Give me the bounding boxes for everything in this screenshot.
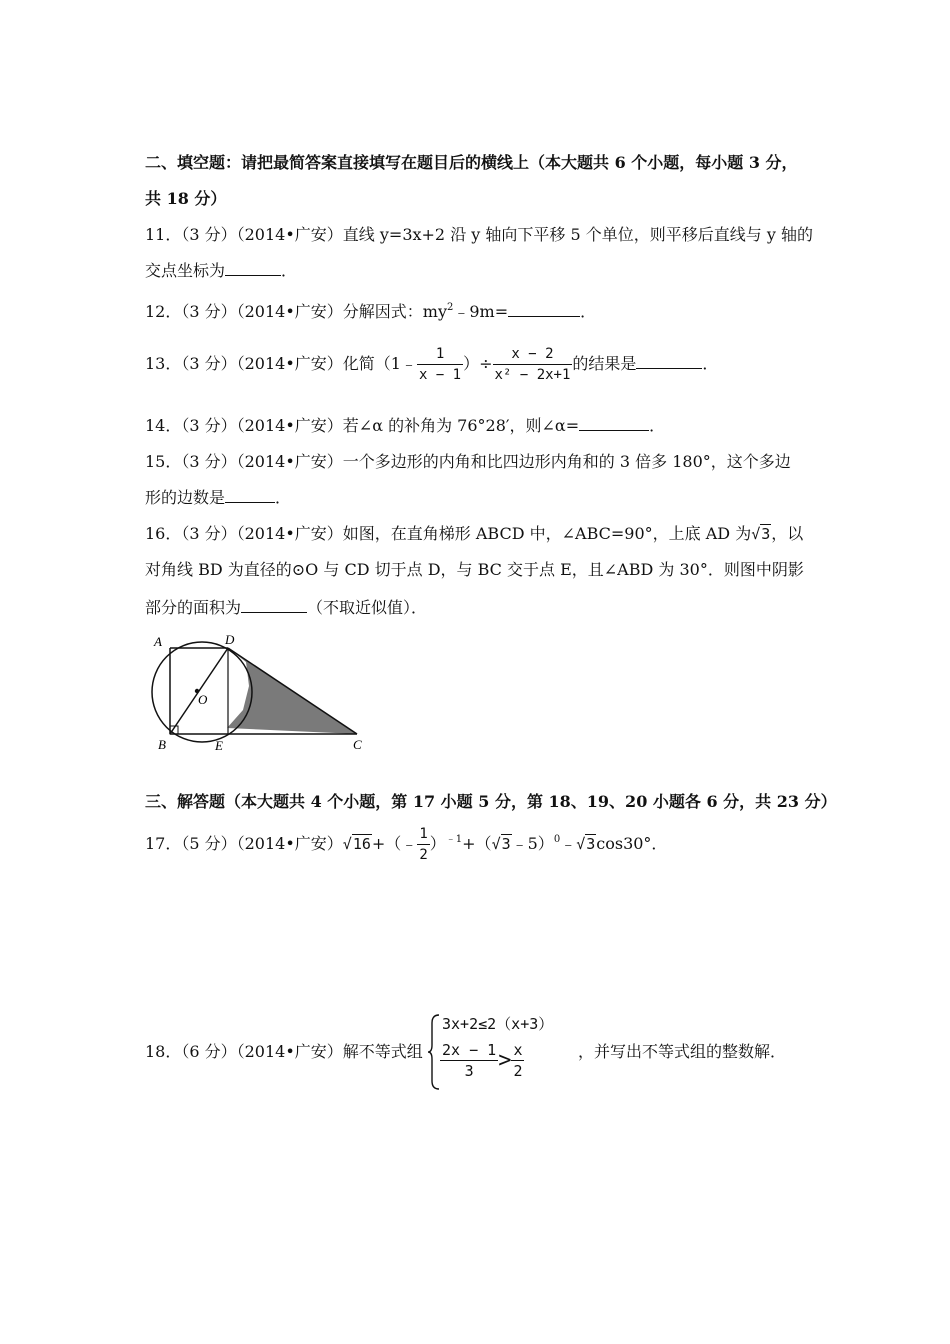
- q11-line2: [145, 261, 297, 281]
- q13-answer-blank: [636, 354, 702, 369]
- q13-prefix: 13．（3 分）（2014•广安）化简（1﹣: [145, 354, 417, 373]
- q13-frac1-num: 1: [435, 346, 445, 362]
- label-b: B: [158, 737, 166, 752]
- q17-exp1: ﹣1: [445, 834, 463, 845]
- q13-suffix: 的结果是: [572, 354, 637, 373]
- q14-text: 14．（3 分）（2014•广安）若∠α 的补角为 76°28′，则∠α=: [145, 416, 580, 435]
- q17-sqrt2: √3: [491, 835, 511, 853]
- q13-mid: ）÷: [463, 354, 493, 373]
- q17-sqrt2-radicand: 3: [501, 835, 511, 853]
- label-c: C: [353, 737, 362, 752]
- section2-heading-line1: 二、填空题：请把最简答案直接填写在题目后的横线上（本大题共 6 个小题，每小题 3 分，: [145, 153, 798, 172]
- q14-line: [145, 416, 665, 436]
- q17-t3: +（: [462, 834, 492, 853]
- q18-ineq1: 3x+2≤2（x+3）: [442, 1015, 554, 1033]
- q16-line1-suffix: ，以: [771, 524, 804, 543]
- label-a: A: [154, 634, 162, 649]
- q15-line2-text: 形的边数是: [145, 488, 226, 507]
- q13-line: [145, 342, 718, 386]
- q11-line2-text: 交点坐标为: [145, 261, 226, 280]
- q16-line2: 对角线 BD 为直径的⊙O 与 CD 切于点 D，与 BC 交于点 E，且∠ABD 为 30°．则图中阴影: [145, 560, 804, 579]
- q17-sqrt1-radicand: 16: [352, 835, 371, 853]
- q17-t2: ）: [429, 834, 446, 853]
- q17-frac-num: 1: [419, 826, 428, 842]
- q12-suffix: ﹣9m=: [453, 302, 509, 321]
- q11-line1: 11．（3 分）（2014•广安）直线 y=3x+2 沿 y 轴向下平移 5 个单位，则平移后直线与 y 轴的: [145, 225, 813, 244]
- geometry-figure: [145, 628, 385, 758]
- q16-line3-suffix: （不取近似值）．: [307, 598, 428, 617]
- q17-t5: ﹣: [560, 834, 577, 853]
- q17-sqrt3-radicand: 3: [586, 835, 596, 853]
- q16-sqrt-radicand: 3: [761, 525, 771, 543]
- q18-frac2-num: x: [513, 1041, 523, 1059]
- q13-frac2: [493, 344, 573, 385]
- q15-end: ．: [275, 488, 292, 507]
- q13-frac2-num: x − 2: [511, 346, 554, 362]
- section2-heading-line2: 共 18 分）: [145, 189, 227, 208]
- q17-exp2: 0: [553, 834, 561, 845]
- q18-prefix: 18．（6 分）（2014•广安）解不等式组: [145, 1042, 423, 1061]
- q14-answer-blank: [579, 416, 649, 431]
- q18-frac1: [440, 1040, 498, 1081]
- q18-gt: >: [498, 1048, 512, 1073]
- q15-line1: 15．（3 分）（2014•广安）一个多边形的内角和比四边形内角和的 3 倍多 180°，这个多边: [145, 452, 791, 471]
- q11-end: ．: [281, 261, 298, 280]
- q12-end: ．: [580, 302, 597, 321]
- section3-heading: 三、解答题（本大题共 4 个小题，第 17 小题 5 分，第 18、19、20 小题各 6 分，共 23 分）: [145, 792, 837, 811]
- q12-prefix: 12．（3 分）（2014•广安）分解因式：my: [145, 302, 447, 321]
- q12-sup: 2: [447, 302, 454, 313]
- q17-t1: +（﹣: [371, 834, 418, 853]
- q12-answer-blank: [508, 302, 580, 317]
- q17-t6: cos30°．: [596, 834, 668, 853]
- q18-frac2: [511, 1040, 524, 1081]
- label-d: D: [225, 632, 235, 647]
- q17-frac-den: 2: [417, 844, 429, 865]
- q16-sqrt: √3: [751, 525, 771, 543]
- q18-ineq2: [440, 1040, 524, 1081]
- q18-frac2-den: 2: [513, 1062, 523, 1080]
- q14-end: ．: [649, 416, 666, 435]
- q13-frac1: [417, 344, 463, 385]
- q16-answer-blank: [241, 598, 307, 613]
- q11-answer-blank: [225, 261, 281, 276]
- label-o: O: [198, 692, 208, 707]
- q17-line: [145, 818, 667, 862]
- q17-t4: ﹣5）: [511, 834, 554, 853]
- q18-suffix: ，并写出不等式组的整数解．: [578, 1042, 787, 1061]
- q16-line3: [145, 598, 427, 618]
- system-brace: [427, 1013, 441, 1091]
- q12-line: [145, 298, 596, 322]
- q16-line1-prefix: 16．（3 分）（2014•广安）如图，在直角梯形 ABCD 中，∠ABC=90°，上底 AD 为: [145, 524, 752, 543]
- q16-line1: [145, 524, 803, 544]
- q16-line3-prefix: 部分的面积为: [145, 598, 242, 617]
- q17-frac: [417, 824, 429, 865]
- q15-answer-blank: [225, 488, 275, 503]
- q13-end: ．: [702, 354, 719, 373]
- q13-frac2-den: x² − 2x+1: [493, 364, 573, 385]
- q15-line2: [145, 488, 291, 508]
- q13-frac1-den: x − 1: [417, 364, 463, 385]
- q17-sqrt3: √3: [576, 835, 596, 853]
- label-e: E: [215, 738, 223, 753]
- q17-sqrt1: √16: [342, 835, 371, 853]
- q18-frac1-num: 2x − 1: [442, 1041, 497, 1059]
- q17-prefix: 17．（5 分）（2014•广安）: [145, 834, 343, 853]
- q18-frac1-den: 3: [440, 1060, 498, 1081]
